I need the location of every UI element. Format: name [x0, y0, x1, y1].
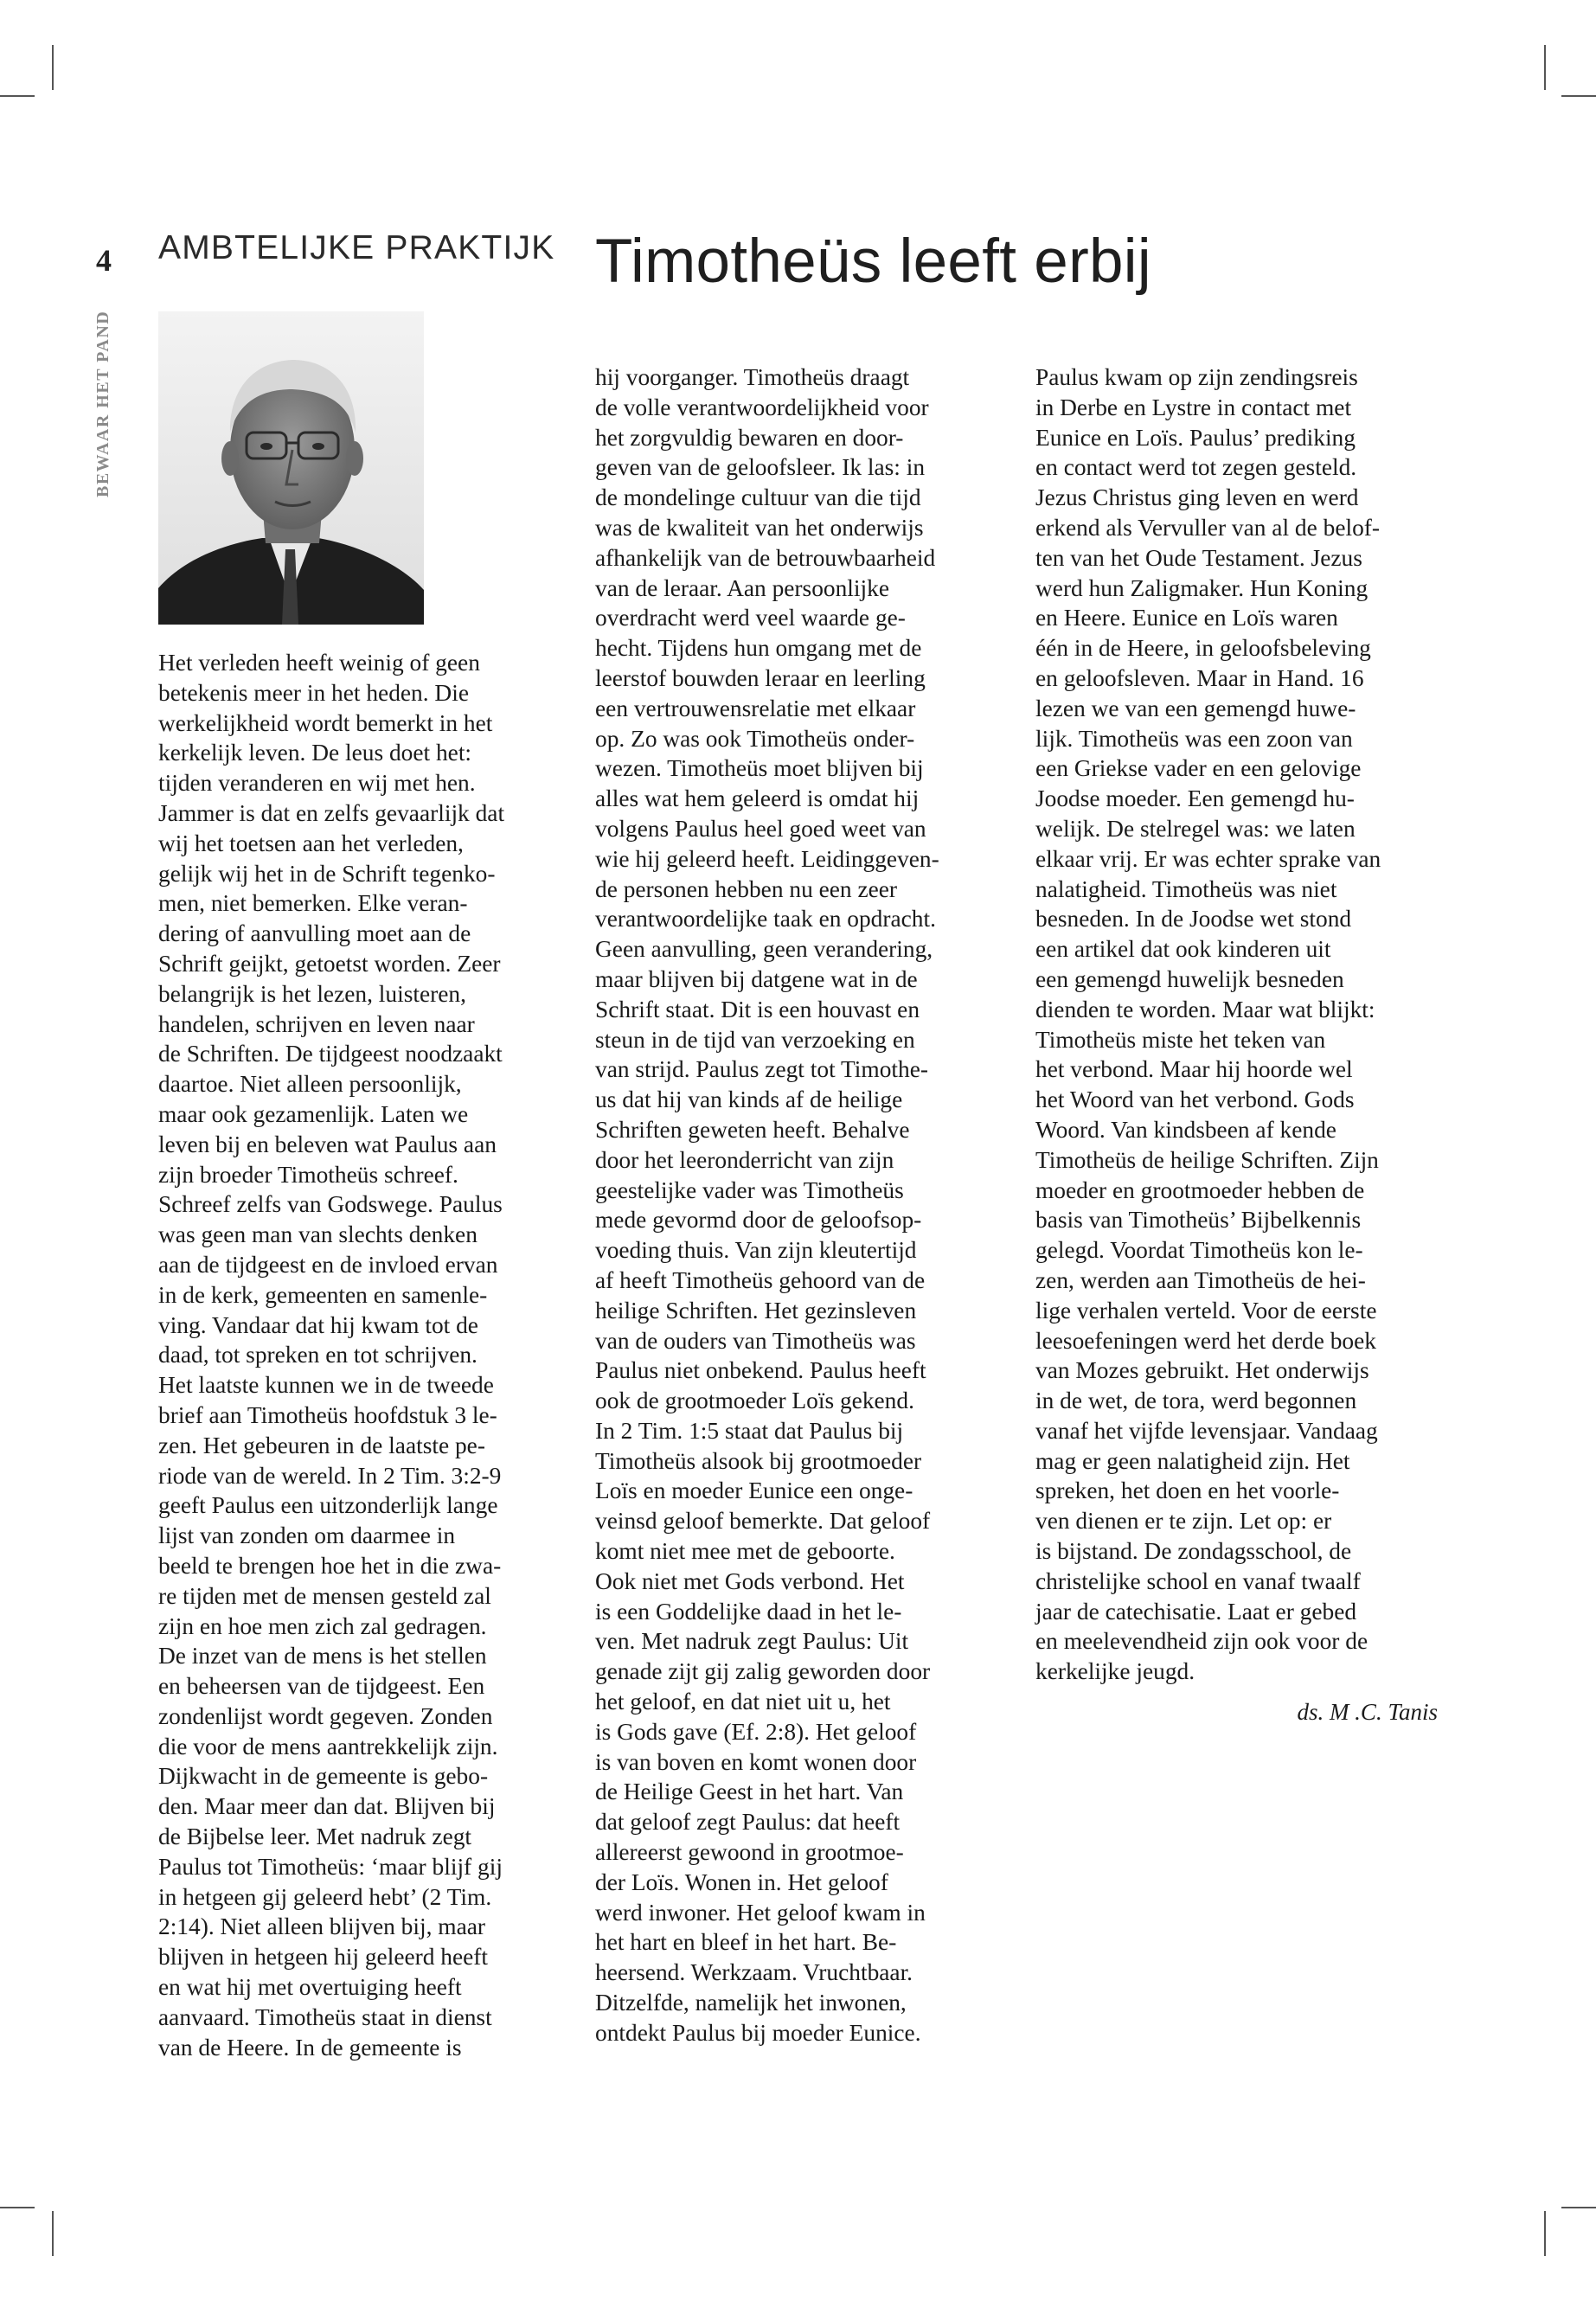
article-line: veinsd geloof bemerkte. Dat geloof [595, 1508, 931, 1535]
article-line: geven van de geloofsleer. Ik las: in [595, 454, 926, 481]
article-line: Schreef zelfs van Godswege. Paulus [158, 1191, 503, 1218]
article-line: en contact werd tot zegen gesteld. [1035, 454, 1357, 481]
article-line: dienden te worden. Maar wat blijkt: [1035, 996, 1375, 1022]
crop-mark [1544, 45, 1546, 90]
article-line: Woord. Van kindsbeen af kende [1035, 1116, 1336, 1143]
article-line: komt niet mee met de geboorte. [595, 1538, 895, 1565]
article-line: blijven in hetgeen hij geleerd heeft [158, 1944, 489, 1971]
article-line: Geen aanvulling, geen verandering, [595, 936, 933, 963]
article-line: Ditzelfde, namelijk het inwonen, [595, 1990, 907, 2016]
crop-mark [52, 45, 54, 90]
article-line: belangrijk is het lezen, luisteren, [158, 980, 466, 1007]
crop-mark [52, 2211, 54, 2256]
article-line: ontdekt Paulus bij moeder Eunice. [595, 2019, 921, 2046]
article-line: Joodse moeder. Een gemengd hu- [1035, 785, 1355, 812]
article-line: voeding thuis. Van zijn kleutertijd [595, 1237, 917, 1264]
article-line: basis van Timotheüs’ Bijbelkennis [1035, 1207, 1362, 1234]
article-line: Timotheüs alsook bij grootmoeder [595, 1447, 922, 1474]
article-line: de Bijbelse leer. Met nadruk zegt [158, 1823, 472, 1850]
crop-mark [1561, 2207, 1596, 2208]
article-line: aan de tijdgeest en de invloed ervan [158, 1251, 498, 1278]
article-line: ook de grootmoeder Loïs gekend. [595, 1388, 914, 1414]
article-line: hecht. Tijdens hun omgang met de [595, 635, 922, 662]
article-line: maar ook gezamenlijk. Laten we [158, 1100, 469, 1127]
article-line: het hart en bleef in het hart. Be- [595, 1929, 897, 1956]
article-line: Loïs en moeder Eunice een onge- [595, 1477, 913, 1504]
author-signature: ds. M .C. Tanis [1297, 1699, 1438, 1725]
article-line: In 2 Tim. 1:5 staat dat Paulus bij [595, 1417, 904, 1444]
article-line: een vertrouwensrelatie met elkaar [595, 695, 916, 721]
article-line: die voor de mens aantrekkelijk zijn. [158, 1733, 498, 1759]
article-line: re tijden met de mensen gesteld zal [158, 1582, 491, 1609]
article-line: maar blijven bij datgene wat in de [595, 965, 918, 992]
article-column-1 [158, 648, 574, 2062]
article-line: het Woord van het verbond. Gods [1035, 1086, 1355, 1113]
article-line: Jezus Christus ging leven en werd [1035, 484, 1359, 511]
crop-mark [0, 2207, 35, 2208]
article-line: werkelijkheid wordt bemerkt in het [158, 709, 493, 736]
article-line: handelen, schrijven en leven naar [158, 1010, 475, 1037]
article-line: aanvaard. Timotheüs staat in dienst [158, 2003, 492, 2030]
article-line: volgens Paulus heel goed weet van [595, 815, 926, 842]
article-line: Dijkwacht in de gemeente is gebo- [158, 1763, 489, 1790]
article-line: der Loïs. Wonen in. Het geloof [595, 1868, 888, 1895]
portrait-photo [158, 311, 424, 625]
article-line: een Griekse vader en een gelovige [1035, 755, 1362, 782]
article-line: moeder en grootmoeder hebben de [1035, 1176, 1365, 1203]
article-line: is een Goddelijke daad in het le- [595, 1598, 902, 1625]
article-line: brief aan Timotheüs hoofdstuk 3 le- [158, 1401, 497, 1428]
article-line: betekenis meer in het heden. Die [158, 679, 469, 706]
article-line: besneden. In de Joodse wet stond [1035, 906, 1352, 933]
article-line: ven dienen er te zijn. Let op: er [1035, 1508, 1332, 1535]
article-line: een artikel dat ook kinderen uit [1035, 936, 1331, 963]
article-line: erkend als Vervuller van al de belof- [1035, 514, 1381, 541]
article-line: werd inwoner. Het geloof kwam in [595, 1899, 926, 1926]
article-line: gelegd. Voordat Timotheüs kon le- [1035, 1237, 1363, 1264]
article-line: Schriften geweten heeft. Behalve [595, 1116, 910, 1143]
article-line: door het leeronderricht van zijn [595, 1146, 894, 1173]
article-line: Timotheüs de heilige Schriften. Zijn [1035, 1146, 1379, 1173]
article-line: dat geloof zegt Paulus: dat heeft [595, 1809, 901, 1836]
article-line: gelijk wij het in de Schrift tegenko- [158, 860, 496, 887]
article-line: overdracht werd veel waarde ge- [595, 605, 906, 631]
article-line: is bijstand. De zondagsschool, de [1035, 1538, 1352, 1565]
article-line: één in de Heere, in geloofsbeleving [1035, 635, 1371, 662]
article-line: van de Heere. In de gemeente is [158, 2034, 462, 2061]
article-line: het geloof, en dat niet uit u, het [595, 1689, 891, 1715]
article-line: was de kwaliteit van het onderwijs [595, 514, 924, 541]
article-line: us dat hij van kinds af de heilige [595, 1086, 903, 1113]
article-line: van de ouders van Timotheüs was [595, 1327, 916, 1354]
article-line: lijst van zonden om daarmee in [158, 1522, 456, 1549]
article-line: van strijd. Paulus zegt tot Timothe- [595, 1056, 928, 1083]
article-line: Ook niet met Gods verbond. Het [595, 1567, 905, 1594]
article-line: zen. Het gebeuren in de laatste pe- [158, 1432, 485, 1458]
article-line: heersend. Werkzaam. Vruchtbaar. [595, 1959, 913, 1986]
crop-mark [1561, 95, 1596, 97]
article-line: hij voorganger. Timotheüs draagt [595, 364, 910, 390]
article-line: Het verleden heeft weinig of geen [158, 650, 480, 676]
article-line: zijn en hoe men zich zal gedragen. [158, 1612, 487, 1639]
article-column-2 [595, 362, 1010, 2048]
article-line: leven bij en beleven wat Paulus aan [158, 1131, 497, 1157]
article-line: elkaar vrij. Er was echter sprake van [1035, 845, 1381, 872]
article-line: daad, tot spreken en tot schrijven. [158, 1342, 478, 1368]
article-line: Jammer is dat en zelfs gevaarlijk dat [158, 799, 505, 826]
article-line: de Schriften. De tijdgeest noodzaakt [158, 1041, 503, 1067]
article-line: den. Maar meer dan dat. Blijven bij [158, 1793, 496, 1820]
article-line: werd hun Zaligmaker. Hun Koning [1035, 574, 1368, 601]
article-line: Schrift geijkt, getoetst worden. Zeer [158, 950, 501, 977]
article-line: lige verhalen verteld. Voor de eerste [1035, 1297, 1377, 1324]
article-line: vanaf het vijfde levensjaar. Vandaag [1035, 1417, 1378, 1444]
article-line: zijn broeder Timotheüs schreef. [158, 1161, 458, 1188]
article-line: mede gevormd door de geloofsop- [595, 1207, 922, 1234]
article-line: het verbond. Maar hij hoorde wel [1035, 1056, 1353, 1083]
article-line: heilige Schriften. Het gezinsleven [595, 1297, 917, 1324]
article-line: lijk. Timotheüs was een zoon van [1035, 725, 1353, 752]
article-line: en Heere. Eunice en Loïs waren [1035, 605, 1338, 631]
article-line: men, niet bemerken. Elke veran- [158, 890, 468, 917]
article-line: nalatigheid. Timotheüs was niet [1035, 875, 1337, 902]
article-line: de Heilige Geest in het hart. Van [595, 1779, 904, 1805]
article-line: de personen hebben nu een zeer [595, 875, 898, 902]
article-line: 2:14). Niet alleen blijven bij, maar [158, 1913, 486, 1940]
article-title: Timotheüs leeft erbij [595, 228, 1151, 296]
article-line: en geloofsleven. Maar in Hand. 16 [1035, 664, 1364, 691]
article-line: af heeft Timotheüs gehoord van de [595, 1266, 926, 1293]
page-number: 4 [96, 243, 112, 278]
crop-mark [1544, 2211, 1546, 2256]
article-line: wie hij geleerd heeft. Leidinggeven- [595, 845, 939, 872]
crop-mark [0, 95, 35, 97]
article-line: is van boven en komt wonen door [595, 1748, 917, 1775]
article-line: De inzet van de mens is het stellen [158, 1643, 487, 1670]
article-line: en beheersen van de tijdgeest. Een [158, 1673, 485, 1700]
article-line: geeft Paulus een uitzonderlijk lange [158, 1492, 498, 1519]
article-line: wezen. Timotheüs moet blijven bij [595, 755, 924, 782]
article-line: steun in de tijd van verzoeking en [595, 1026, 915, 1053]
article-line: het zorgvuldig bewaren en door- [595, 424, 904, 451]
article-line: van Mozes gebruikt. Het onderwijs [1035, 1357, 1369, 1384]
article-line: genade zijt gij zalig geworden door [595, 1658, 931, 1685]
article-line: zondenlijst wordt gegeven. Zonden [158, 1702, 493, 1729]
article-line: lezen we van een gemengd huwe- [1035, 695, 1356, 721]
article-line: mag er geen nalatigheid zijn. Het [1035, 1447, 1350, 1474]
article-line: allereerst gewoond in grootmoe- [595, 1839, 904, 1866]
article-line: riode van de wereld. In 2 Tim. 3:2-9 [158, 1462, 502, 1489]
article-line: daartoe. Niet alleen persoonlijk, [158, 1071, 462, 1098]
article-line: leesoefeningen werd het derde boek [1035, 1327, 1376, 1354]
article-line: geestelijke vader was Timotheüs [595, 1176, 904, 1203]
article-line: ten van het Oude Testament. Jezus [1035, 544, 1362, 571]
article-line: wij het toetsen aan het verleden, [158, 830, 464, 856]
article-line: in Derbe en Lystre in contact met [1035, 394, 1352, 420]
article-line: zen, werden aan Timotheüs de hei- [1035, 1266, 1366, 1293]
article-line: in de wet, de tora, werd begonnen [1035, 1388, 1357, 1414]
article-line: kerkelijke jeugd. [1035, 1658, 1195, 1685]
article-line: in de kerk, gemeenten en samenle- [158, 1281, 488, 1308]
article-line: leerstof bouwden leraar en leerling [595, 664, 926, 691]
article-line: in hetgeen gij geleerd hebt’ (2 Tim. [158, 1883, 492, 1910]
article-line: Eunice en Loïs. Paulus’ prediking [1035, 424, 1356, 451]
article-line: is Gods gave (Ef. 2:8). Het geloof [595, 1718, 917, 1745]
article-line: Paulus tot Timotheüs: ‘maar blijf gij [158, 1853, 503, 1880]
article-line: en meelevendheid zijn ook voor de [1035, 1628, 1368, 1655]
article-column-3 [1035, 362, 1451, 1687]
side-label: BEWAAR HET PAND [93, 310, 112, 497]
article-line: en wat hij met overtuiging heeft [158, 1974, 462, 2001]
article-line: de volle verantwoordelijkheid voor [595, 394, 929, 420]
article-line: Paulus kwam op zijn zendingsreis [1035, 364, 1358, 390]
article-line: tijden veranderen en wij met hen. [158, 770, 476, 797]
article-line: verantwoordelijke taak en opdracht. [595, 906, 936, 933]
article-line: Het laatste kunnen we in de tweede [158, 1372, 494, 1399]
article-line: van de leraar. Aan persoonlijke [595, 574, 889, 601]
article-line: kerkelijk leven. De leus doet het: [158, 740, 472, 766]
article-line: een gemengd huwelijk besneden [1035, 965, 1344, 992]
article-line: op. Zo was ook Timotheüs onder- [595, 725, 915, 752]
article-line: de mondelinge cultuur van die tijd [595, 484, 921, 511]
article-line: was geen man van slechts denken [158, 1221, 478, 1248]
article-line: Schrift staat. Dit is een houvast en [595, 996, 920, 1022]
article-line: Paulus niet onbekend. Paulus heeft [595, 1357, 926, 1384]
article-line: Timotheüs miste het teken van [1035, 1026, 1326, 1053]
article-line: beeld te brengen hoe het in die zwa- [158, 1552, 502, 1579]
article-line: spreken, het doen en het voorle- [1035, 1477, 1340, 1504]
article-line: welijk. De stelregel was: we laten [1035, 815, 1356, 842]
portrait-icon [158, 311, 424, 625]
section-label: AMBTELIJKE PRAKTIJK [158, 229, 555, 266]
article-line: jaar de catechisatie. Laat er gebed [1035, 1598, 1357, 1625]
article-line: ving. Vandaar dat hij kwam tot de [158, 1311, 478, 1338]
article-line: alles wat hem geleerd is omdat hij [595, 785, 920, 812]
article-line: christelijke school en vanaf twaalf [1035, 1567, 1361, 1594]
article-line: dering of aanvulling moet aan de [158, 920, 471, 947]
article-line: ven. Met nadruk zegt Paulus: Uit [595, 1628, 909, 1655]
article-line: afhankelijk van de betrouwbaarheid [595, 544, 936, 571]
